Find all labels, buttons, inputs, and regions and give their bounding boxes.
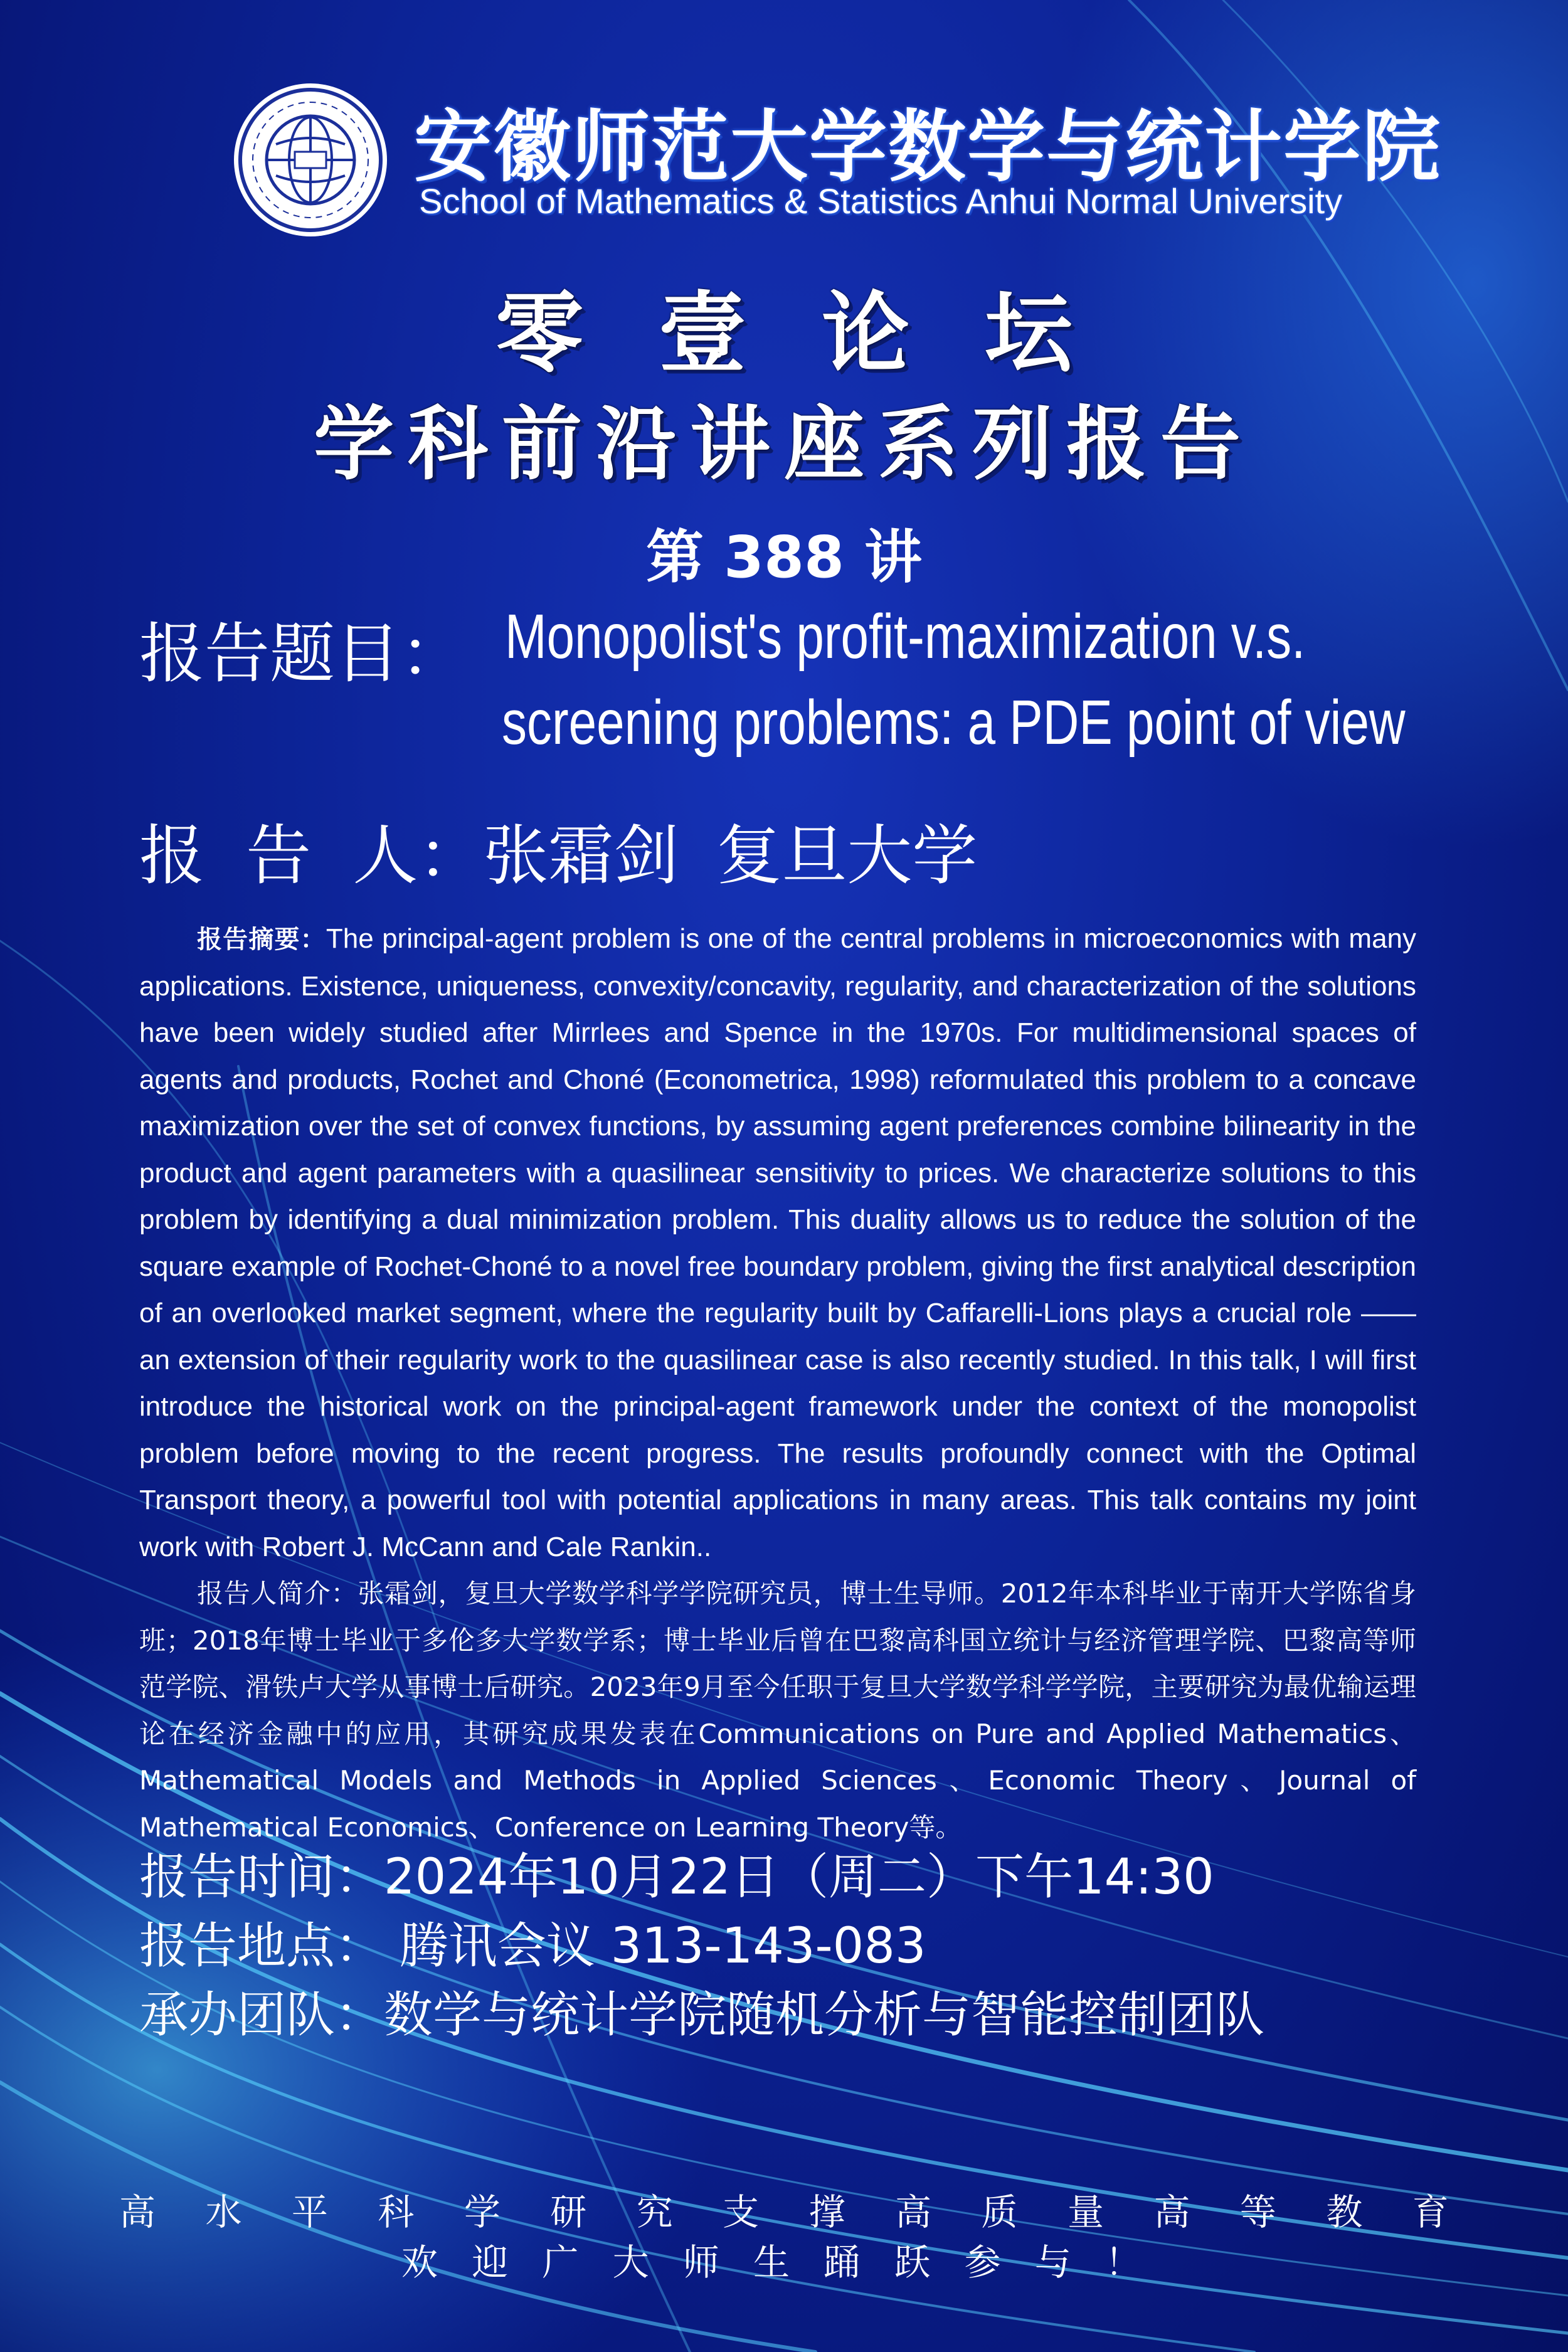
bio-label: 报告人简介： xyxy=(197,1578,358,1609)
slogan-char: 高 xyxy=(119,2191,156,2233)
abstract-block xyxy=(139,916,1416,1851)
speaker-name: 张霜剑 xyxy=(483,817,679,894)
slogan-line-2 xyxy=(401,2233,1142,2286)
school-name-chinese: 安徽师范大学数学与统计学院 xyxy=(414,102,1442,193)
slogan-char: 水 xyxy=(205,2191,242,2233)
slogan-char: 学 xyxy=(464,2191,501,2233)
slogan-char: 踊 xyxy=(824,2241,861,2284)
venue-label: 报告地点： xyxy=(139,1918,384,1974)
team-value: 数学与统计学院随机分析与智能控制团队 xyxy=(384,1987,1265,2043)
info-venue-row xyxy=(139,1907,926,1977)
school-seal-logo xyxy=(232,82,389,238)
slogan-char: 研 xyxy=(550,2191,587,2233)
slogan-char: 师 xyxy=(682,2241,719,2284)
speaker-label: 报 告 人： xyxy=(139,817,484,894)
slogan-char: 支 xyxy=(723,2191,760,2233)
slogan-char: 跃 xyxy=(894,2241,931,2284)
time-value: 2024年10月22日（周二）下午14:30 xyxy=(384,1849,1214,1905)
topic-title-line-2: screening problems: a PDE point of view xyxy=(502,687,1406,758)
slogan-line-1 xyxy=(119,2183,1449,2235)
abstract-text: The principal-agent problem is one of the central problems in microeconomics with many applications. Existence, uniqueness, convexity/concavity, regularity, and characterization of the solutions have been widely studied after Mirrlees and Spence in the 1970s. For multidimensional spaces of agents and products, Rochet and Choné (Econometrica, 1998) reformulated this problem to a concave maximization over the set of convex functions, by assuming agent preferences combine bilinearity in the product and agent parameters with a quasilinear sensitivity to prices. We characterize solutions to this problem by identifying a dual minimization problem. This duality allows us to reduce the solution of the square example of Rochet-Choné to a novel free boundary problem, giving the first analytical description of an overlooked market segment, where the regularity built by Caffarelli-Lions plays a crucial role —— an extension of their regularity work to the quasilinear case is also recently studied. In this talk, I will first introduce the historical work on the principal-agent framework under the context of the monopolist problem before moving to the recent progress. The results profoundly connect with the Optimal Transport theory, a powerful tool with potential applications in many areas. This talk contains my joint work with Robert J. McCann and Cale Rankin.. xyxy=(139,923,1417,1562)
topic-title-line-1: Monopolist's profit-maximization v.s. xyxy=(505,601,1306,672)
slogan-char: 生 xyxy=(753,2241,790,2284)
slogan-char: 参 xyxy=(964,2241,1001,2284)
slogan-char: 迎 xyxy=(472,2241,509,2284)
slogan-char: 教 xyxy=(1326,2191,1363,2233)
info-time-row xyxy=(139,1838,1214,1908)
slogan-char: 与 xyxy=(1034,2241,1071,2284)
bio-paragraph xyxy=(139,1571,1416,1851)
venue-value: 腾讯会议 313-143-083 xyxy=(384,1918,926,1974)
slogan-char: 质 xyxy=(981,2191,1018,2233)
topic-label: 报告题目： xyxy=(139,615,466,692)
slogan-char: ！ xyxy=(1104,2241,1142,2284)
bio-text: 张霜剑，复旦大学数学科学学院研究员，博士生导师。2012年本科毕业于南开大学陈省身班；2018年博士毕业于多伦多大学数学系；博士毕业后曾在巴黎高科国立统计与经济管理学院、巴黎高等师范学院、滑铁卢大学从事博士后研究。2023年9月至今任职于复旦大学数学科学学院，主要研究为最优输运理论在经济金融中的应用，其研究成果发表在Communications on Pure and Applied Mathematics、Mathematical Models and Methods in Applied Sciences、Economic Theory、Journal of Mathematical Economics、Conference on Learning Theory等。 xyxy=(139,1578,1416,1843)
slogan-char: 究 xyxy=(636,2191,673,2233)
slogan-char: 高 xyxy=(1153,2191,1190,2233)
speaker-affiliation: 复旦大学 xyxy=(716,817,978,894)
slogan-char: 广 xyxy=(542,2241,579,2284)
slogan-char: 育 xyxy=(1412,2191,1449,2233)
school-name-english: School of Mathematics & Statistics Anhui Normal University xyxy=(419,181,1343,221)
abstract-label: 报告摘要： xyxy=(197,925,326,954)
slogan-char: 科 xyxy=(378,2191,415,2233)
abstract-paragraph xyxy=(139,916,1416,1571)
slogan-char: 撑 xyxy=(808,2191,845,2233)
lecture-number: 第 388 讲 xyxy=(645,524,923,591)
slogan-char: 量 xyxy=(1067,2191,1104,2233)
slogan-char: 等 xyxy=(1239,2191,1276,2233)
time-label: 报告时间： xyxy=(139,1849,384,1905)
slogan-char: 大 xyxy=(612,2241,649,2284)
info-team-row xyxy=(139,1976,1264,2046)
team-label: 承办团队： xyxy=(139,1987,384,2043)
speaker-line xyxy=(139,803,977,897)
slogan-char: 高 xyxy=(895,2191,932,2233)
slogan-char: 欢 xyxy=(401,2241,438,2284)
forum-title: 零壹论坛 xyxy=(495,282,1148,385)
slogan-char: 平 xyxy=(291,2191,328,2233)
forum-subtitle: 学科前沿讲座系列报告 xyxy=(313,397,1254,491)
